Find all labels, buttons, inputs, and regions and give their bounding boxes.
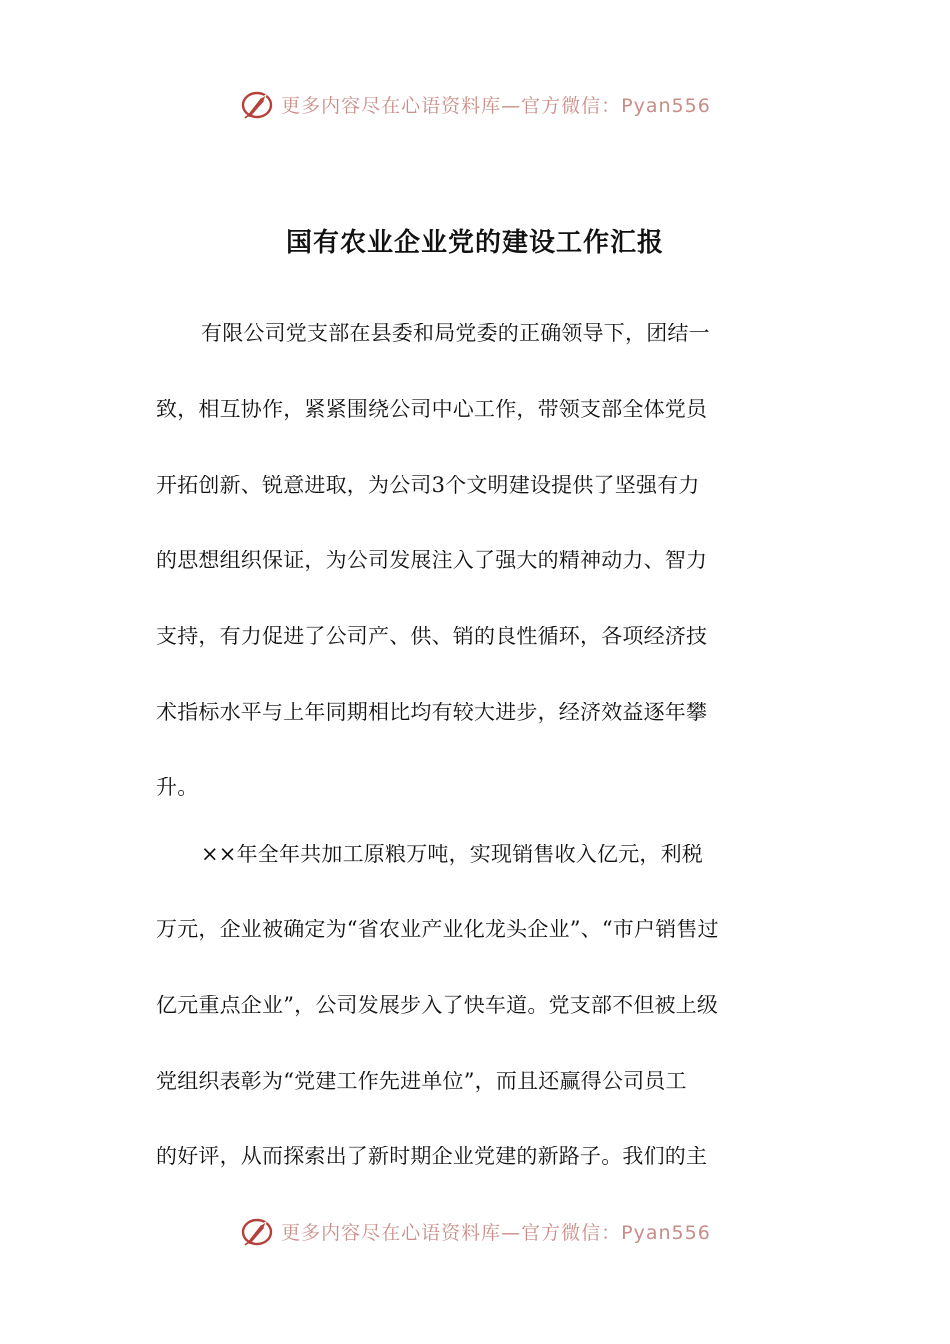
paragraph-2-line-4: 党组织表彰为“党建工作先进单位”，而且还赢得公司员工 <box>156 1071 687 1093</box>
paragraph-2-line-3: 亿元重点企业”，公司发展步入了快车道。党支部不但被上级 <box>156 995 719 1017</box>
pen-nib-logo-icon <box>239 1213 275 1249</box>
paragraph-2-line-2: 万元，企业被确定为“省农业产业化龙头企业”、“市户销售过 <box>156 919 719 941</box>
paragraph-1-line-1: 有限公司党支部在县委和局党委的正确领导下，团结一 <box>201 323 710 345</box>
paragraph-2-line-1: ××年全年共加工原粮万吨，实现销售收入亿元，利税 <box>201 844 703 866</box>
paragraph-1-line-2: 致，相互协作，紧紧围绕公司中心工作，带领支部全体党员 <box>156 399 708 421</box>
document-title: 国有农业企业党的建设工作汇报 <box>285 228 664 258</box>
paragraph-1-line-7: 升。 <box>156 777 199 799</box>
paragraph-1-line-4: 的思想组织保证，为公司发展注入了强大的精神动力、智力 <box>156 550 708 572</box>
footer-banner-text: 更多内容尽在心语资料库—官方微信：Pyan556 <box>281 1221 711 1244</box>
header-banner-text: 更多内容尽在心语资料库—官方微信：Pyan556 <box>281 94 711 117</box>
paragraph-1-line-6: 术指标水平与上年同期相比均有较大进步，经济效益逐年攀 <box>156 702 708 724</box>
paragraph-1-line-5: 支持，有力促进了公司产、供、销的良性循环，各项经济技 <box>156 626 708 648</box>
header-banner <box>0 82 950 126</box>
footer-banner <box>0 1209 950 1253</box>
paragraph-2-line-5: 的好评，从而探索出了新时期企业党建的新路子。我们的主 <box>156 1146 708 1168</box>
paragraph-1-line-3: 开拓创新、锐意进取，为公司3个文明建设提供了坚强有力 <box>156 475 700 497</box>
pen-nib-logo-icon <box>239 86 275 122</box>
